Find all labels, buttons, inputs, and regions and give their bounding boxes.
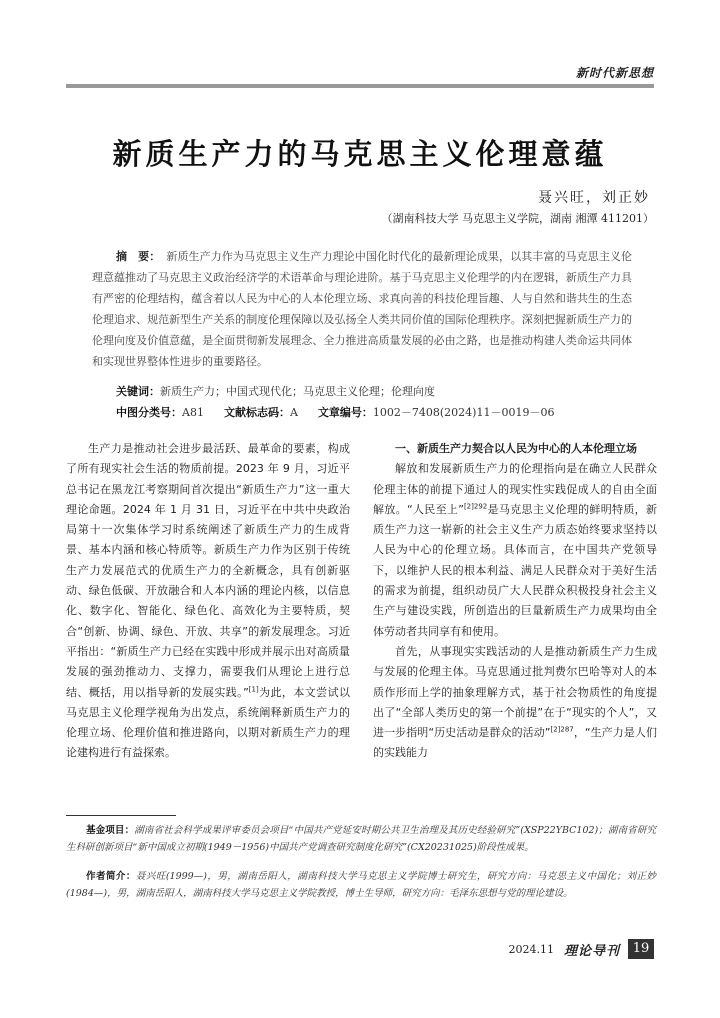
body-text-b: ，“生产力是人们的实践能力 bbox=[373, 726, 658, 760]
abstract-label: 摘 要： bbox=[116, 250, 161, 263]
keywords-label: 关键词： bbox=[116, 385, 160, 398]
abstract bbox=[92, 246, 632, 372]
clc-label: 中图分类号： bbox=[116, 406, 182, 419]
abstract-text: 新质生产力作为马克思主义生产力理论中国化时代化的最新理论成果，以其丰富的马克思主义伦理意蕴推动了马克思主义政治经济学的术语革命与理论进阶。基于马克思主义伦理学的内在逻辑，新质生产力具有严密的伦理结构，蕴含着以人民为中心的人本伦理立场、求真向善的科技伦理旨趣、人与自然和谐共生的生态伦理追求、规范新型生产关系的制度伦理保障以及弘扬全人类共同价值的国际伦理秩序。深刻把握新质生产力的伦理向度及价值意蕴，是全面贯彻新发展理念、全力推进高质量发展的必由之路，也是推动构建人类命运共同体和实现世界整体性进步的重要路径。 bbox=[92, 250, 633, 368]
footnote-rule bbox=[66, 815, 176, 816]
affiliation: （湖南科技大学 马克思主义学院，湖南 湘潭 411201） bbox=[381, 212, 654, 225]
journal-name: 理论导刊 bbox=[563, 943, 620, 959]
authors: 聂兴旺，刘正妙 bbox=[538, 190, 650, 206]
right-column bbox=[373, 439, 657, 764]
fund-footnote bbox=[66, 822, 656, 856]
clc-value: A81 bbox=[182, 406, 204, 419]
classification-line bbox=[116, 404, 554, 420]
keywords-line bbox=[116, 383, 435, 399]
citation: [2]287 bbox=[550, 725, 574, 734]
folio bbox=[508, 939, 654, 959]
body-text-a: 首先，从事现实实践活动的人是推动新质生产力生成与发展的伦理主体。马克思通过批判费尔巴哈等对人的本质作形而上学的抽象理解方式，基于社会物质性的角度提出了“全部人类历史的第一个前提”在于“现实的个人”，又进一步指明“历史活动是群众的活动” bbox=[373, 644, 657, 740]
section-heading: 一、新质生产力契合以人民为中心的人本伦理立场 bbox=[395, 442, 637, 455]
fund-text: 湖南省社会科学成果评审委员会项目“中国共产党延安时期公共卫生治理及其历史经验研究”(XSP22YBC102)；湖南省研究生科研创新项目“新中国成立初期(1949－1956)中国共产党调查研究制度化研究”(CX20231025)阶段性成果。 bbox=[66, 825, 656, 853]
running-header: 新时代新思想 bbox=[575, 66, 654, 80]
header-rule bbox=[66, 84, 654, 88]
citation: [1] bbox=[248, 684, 259, 693]
intro-paragraph bbox=[66, 439, 350, 764]
article-title: 新质生产力的马克思主义伦理意蕴 bbox=[112, 137, 608, 171]
fund-label: 基金项目： bbox=[86, 825, 135, 836]
keywords-text: 新质生产力；中国式现代化；马克思主义伦理；伦理向度 bbox=[160, 385, 435, 398]
intro-text-b: 为此，本文尝试以马克思主义伦理学视角为出发点，系统阐释新质生产力的伦理立场、伦理价值和推进路向，以期对新质生产力的理论建构进行有益探索。 bbox=[66, 685, 350, 760]
body-text-a: 解放和发展新质生产力的伦理指向是在确立人民群众伦理主体的前提下通过人的现实性实践促成人的自由全面解放。“人民至上” bbox=[373, 462, 657, 516]
body-paragraph bbox=[373, 459, 657, 642]
citation: [2]292 bbox=[463, 502, 488, 511]
author-label: 作者简介： bbox=[86, 871, 136, 882]
author-text: 聂兴旺(1999—)，男，湖南岳阳人，湖南科技大学马克思主义学院博士研究生，研究方向：马克思主义中国化；刘正妙(1984—)，男，湖南岳阳人，湖南科技大学马克思主义学院教授，博士生导师，研究方向：毛泽东思想与党的理论建设。 bbox=[66, 871, 656, 899]
left-column bbox=[66, 439, 350, 764]
body-text-b: 是马克思主义伦理的鲜明特质，新质生产力这一崭新的社会主义生产力质态始终要求坚持以人民为中心的伦理立场。具体而言，在中国共产党领导下，以维护人民的根本利益、满足人民群众对于美好生活的需求为前提，组织动员广大人民群众积极投身社会主义生产与建设实践，所创造出的巨量新质生产力成果均由全体劳动者共同享有和使用。 bbox=[373, 502, 658, 638]
issue-date: 2024.11 bbox=[508, 942, 554, 956]
doc-code-label: 文献标志码： bbox=[223, 406, 290, 419]
page-number: 19 bbox=[628, 939, 654, 959]
article-number-label: 文章编号： bbox=[317, 406, 373, 419]
article-number-value: 1002－7408(2024)11－0019－06 bbox=[372, 406, 555, 419]
intro-text-a: 生产力是推动社会进步最活跃、最革命的要素，构成了所有现实社会生活的物质前提。2023 年 9 月，习近平总书记在黑龙江考察期间首次提出“新质生产力”这一重大理论命题。2024 年 1 月 31 日，习近平在中共中央政治局第十一次集体学习时系统阐述了新质生产力的生成背景、基本内涵和核心特质等。新质生产力作为区别于传统生产力发展范式的优质生产力的全新概念，具有创新驱动、绿色低碳、开放融合和人本内涵的理论内核，以信息化、数字化、智能化、绿色化、高效化为主要特质，契合“创新、协调、绿色、开放、共享”的新发展理念。习近平指出：“新质生产力已经在实践中形成并展示出对高质量发展的强劲推动力、支撑力，需要我们从理论上进行总结、概括，用以指导新的发展实践。” bbox=[66, 442, 350, 699]
body-paragraph bbox=[373, 642, 657, 764]
doc-code-value: A bbox=[289, 406, 298, 419]
author-footnote bbox=[66, 868, 656, 902]
